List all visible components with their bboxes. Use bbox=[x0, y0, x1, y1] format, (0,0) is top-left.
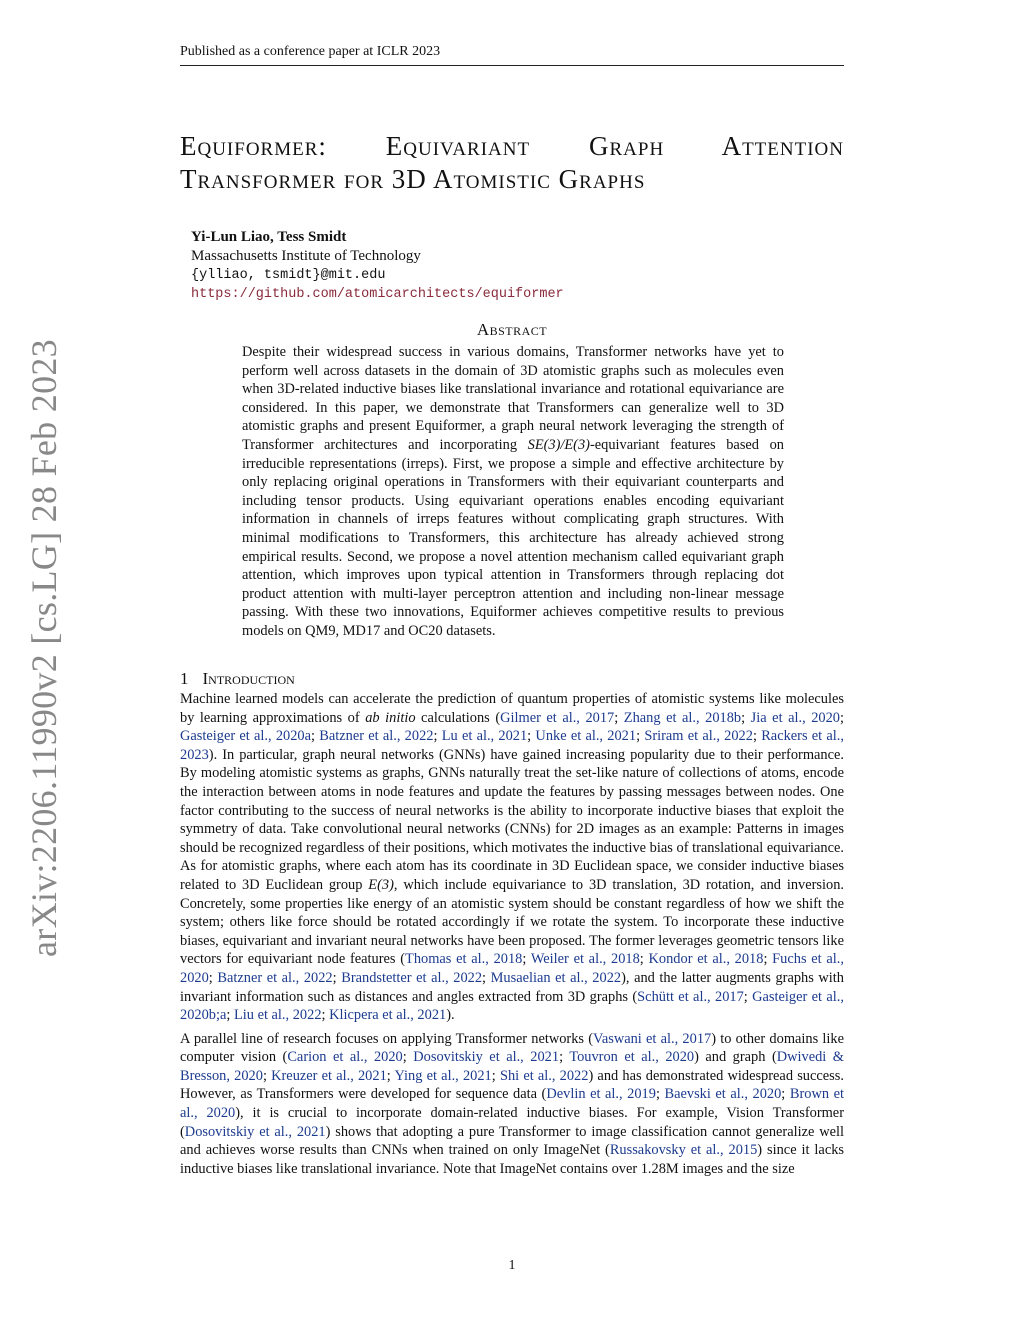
text-run: ) and graph ( bbox=[694, 1049, 777, 1066]
author-email: {ylliao, tsmidt}@mit.edu bbox=[191, 268, 386, 283]
intro-paragraph-1: Machine learned models can accelerate the prediction of quantum properties of atomistic systems like molecules by learning approximations of ab initio calculations (Gilmer et al., 2017; Zhang et al., 2018b; Jia et al., 2020; Gasteiger et al., 2020a; Batzner et al., 2022; Lu et al., 2021; Unke et al., 2021; Sriram et al., 2022; Rackers et al., 2023). In particular, graph neural networks (GNNs) have gained increasing popularity due to their performance. By modeling atomistic systems as graphs, GNNs naturally treat the set-like nature of collections of atoms, encode the interaction between atoms in node features and update the features by passing messages between nodes. One factor contributing to the success of neural networks is the ability to incorporate inductive biases that exploit the symmetry of data. Take convolutional neural networks (CNNs) for 2D images as an example: Patterns in images should be recognized regardless of their positions, which motivates the inductive bias of translational equivariance. As for atomistic graphs, where each atom has its coordinate in 3D Euclidean space, we consider inductive biases related to 3D Euclidean group E(3), which include equivariance to 3D translation, 3D rotation, and inversion. Concretely, some properties like energy of an atomistic system should be constant regardless of how we shift the system; others like force should be rotated accordingly if we rotate the system. To incorporate these inductive biases, equivariant and invariant neural networks have been proposed. The former leverages geometric tensors like vectors for equivariant node features (Thomas et al., 2018; Weiler et al., 2018; Kondor et al., 2018; Fuchs et al., 2020; Batzner et al., 2022; Brandstetter et al., 2022; Musaelian et al., 2022), and the latter augments graphs with invariant information such as distances and angles extracted from 3D graphs (Schütt et al., 2017; Gasteiger et al., 2020b;a; Liu et al., 2022; Klicpera et al., 2021). bbox=[180, 691, 845, 1024]
citation-link[interactable]: Fuchs et al., 2020 bbox=[180, 951, 844, 986]
citation-link[interactable]: Gasteiger et al., 2020a bbox=[180, 728, 311, 745]
text-run: ) shows that adopting a pure Transformer to image classification cannot generalize well and achieves worse results than CNNs when trained on only ImageNet ( bbox=[180, 1123, 844, 1159]
citation-link[interactable]: Carion et al., 2020 bbox=[287, 1049, 403, 1066]
text-run: ). In particular, graph neural networks (GNNs) have gained increasing popularity due to their performance. By modeling atomistic systems as graphs, GNNs naturally treat the set-like nature of collections of atoms, encode the interaction between atoms in node features and update the features by passing messages between nodes. One factor contributing to the success of neural networks is the ability to incorporate inductive biases that exploit the symmetry of data. Take convolutional neural networks (CNNs) for 2D images as an example: Patterns in images should be recognized regardless of their positions, which motivates the inductive bias of translational equivariance. As for atomistic graphs, where each atom has its coordinate in 3D Euclidean space, we consider inductive biases related to 3D Euclidean group bbox=[180, 746, 844, 893]
arxiv-stamp bbox=[22, 339, 66, 957]
text-run: ), it is crucial to incorporate domain-related inductive biases. For example, Vision Transformer ( bbox=[180, 1105, 844, 1140]
citation-link[interactable]: Shi et al., 2022 bbox=[499, 1067, 589, 1084]
text-run: ) since it lacks inductive biases like translational invariance. Note that ImageNet contains over 1.28M images and the size bbox=[180, 1142, 844, 1177]
title-line-2: Transformer for 3D Atomistic Graphs bbox=[180, 164, 646, 194]
citation-link[interactable]: Zhang et al., 2018b bbox=[623, 709, 742, 726]
intro-paragraph-2: A parallel line of research focuses on applying Transformer networks (Vaswani et al., 2017) to other domains like computer vision (Carion et al., 2020; Dosovitskiy et al., 2021; Touvron et al., 2020) and graph (Dwivedi & Bresson, 2020; Kreuzer et al., 2021; Ying et al., 2021; Shi et al., 2022) and has demonstrated widespread success. However, as Transformers were developed for sequence data (Devlin et al., 2019; Baevski et al., 2020; Brown et al., 2020), it is crucial to incorporate domain-related inductive biases. For example, Vision Transformer (Dosovitskiy et al., 2021) shows that adopting a pure Transformer to image classification cannot generalize well and achieves worse results than CNNs when trained on only ImageNet (Russakovsky et al., 2015) since it lacks inductive biases like translational invariance. Note that ImageNet contains over 1.28M images and the size bbox=[180, 1030, 844, 1177]
citation-link[interactable]: Klicpera et al., 2021 bbox=[329, 1007, 447, 1024]
page-number: 1 bbox=[508, 1258, 516, 1273]
text-run: ). bbox=[446, 1007, 455, 1024]
citation-link[interactable]: Jia et al., 2020 bbox=[750, 709, 840, 726]
italic-ab-initio: ab initio bbox=[365, 709, 416, 726]
author-block bbox=[191, 228, 564, 304]
citation-link[interactable]: Musaelian et al., 2022 bbox=[490, 969, 622, 986]
abstract-heading: Abstract bbox=[476, 320, 548, 339]
abstract-math-se3-e3: SE(3)/E(3) bbox=[527, 436, 590, 453]
citation-link[interactable]: Gilmer et al., 2017 bbox=[500, 709, 615, 726]
title-line-1: Equiformer: Equivariant Graph Attention bbox=[180, 131, 844, 161]
text-run: ) to other domains like computer vision ( bbox=[180, 1030, 844, 1066]
citation-link[interactable]: Liu et al., 2022 bbox=[233, 1007, 322, 1024]
section-title: Introduction bbox=[202, 669, 295, 688]
citation-link[interactable]: Vaswani et al., 2017 bbox=[593, 1030, 712, 1047]
code-url-link[interactable]: https://github.com/atomicarchitects/equiformer bbox=[191, 287, 564, 302]
citation-link[interactable]: Batzner et al., 2022 bbox=[217, 969, 333, 986]
author-names: Yi-Lun Liao, Tess Smidt bbox=[191, 229, 347, 245]
citation-link[interactable]: Thomas et al., 2018 bbox=[405, 951, 523, 968]
citation-link[interactable]: Russakovsky et al., 2015 bbox=[609, 1142, 758, 1159]
text-run: ), and the latter augments graphs with invariant information such as distances and angles extracted from 3D graphs ( bbox=[180, 969, 844, 1005]
text-run: ) and has demonstrated widespread success. However, as Transformers were developed for sequence data ( bbox=[180, 1067, 844, 1103]
introduction-body bbox=[180, 690, 844, 1183]
citation-link[interactable]: Schütt et al., 2017 bbox=[637, 988, 744, 1005]
text-run: , which include equivariance to 3D translation, 3D rotation, and inversion. Concretely, some properties like energy of an atomistic system should be constant regardless of how we shift the system; others like force should be rotated accordingly if we rotate the system. To incorporate these inductive biases, equivariant and invariant neural networks have been proposed. The former leverages geometric tensors like vectors for equivariant node features ( bbox=[180, 876, 845, 968]
abstract-text bbox=[242, 343, 784, 641]
citation-link[interactable]: Rackers et al., 2023 bbox=[180, 728, 844, 763]
citation-link[interactable]: Ying et al., 2021 bbox=[394, 1067, 492, 1084]
citation-link[interactable]: Sriram et al., 2022 bbox=[644, 728, 753, 745]
text-run: Machine learned models can accelerate the prediction of quantum properties of atomistic systems like molecules by learning approximations of bbox=[180, 691, 844, 726]
section-number: 1 bbox=[180, 669, 189, 688]
running-header: Published as a conference paper at ICLR 2023 bbox=[180, 44, 844, 66]
math-e3: E(3) bbox=[368, 876, 394, 893]
author-affiliation: Massachusetts Institute of Technology bbox=[191, 248, 421, 264]
section-heading-introduction bbox=[180, 669, 295, 689]
paper-title bbox=[180, 130, 844, 196]
citation-link[interactable]: Dwivedi & Bresson, 2020 bbox=[180, 1049, 844, 1084]
citation-link[interactable]: Touvron et al., 2020 bbox=[569, 1049, 695, 1066]
abstract-part-2: -equivariant features based on irreducible representations (irreps). First, we propose a simple and effective architecture by only replacing original operations in Transformers with their equivariant counterparts and including tensor products. Using equivariant operations enables encoding equivariant information in channels of irreps features without complicating graph structures. With minimal modifications to Transformers, this architecture has already achieved strong empirical results. Second, we propose a novel attention mechanism called equivariant graph attention, which improves upon typical attention in Transformers through replacing dot product attention with multi-layer perceptron attention and including non-linear message passing. With these two innovations, Equiformer achieves competitive results to previous models on QM9, MD17 and OC20 datasets. bbox=[242, 436, 784, 639]
citation-link[interactable]: Gasteiger et al., 2020b;a bbox=[180, 988, 844, 1024]
text-run: A parallel line of research focuses on applying Transformer networks ( bbox=[180, 1030, 594, 1047]
citation-link[interactable]: Baevski et al., 2020 bbox=[664, 1086, 782, 1103]
citation-link[interactable]: Kondor et al., 2018 bbox=[648, 951, 764, 968]
citation-link[interactable]: Kreuzer et al., 2021 bbox=[271, 1067, 387, 1084]
citation-link[interactable]: Brandstetter et al., 2022 bbox=[341, 969, 483, 986]
arxiv-stamp-text: arXiv:2206.11990v2 [cs.LG] 28 Feb 2023 bbox=[24, 339, 64, 957]
abstract-part-1: Despite their widespread success in various domains, Transformer networks have yet to perform well across datasets in the domain of 3D atomistic graphs such as molecules even when 3D-related inductive biases like translational invariance and rotational equivariance are considered. In this paper, we demonstrate that Transformers can generalize well to 3D atomistic graphs and present Equiformer, a graph neural network leveraging the strength of Transformer architectures and incorporating bbox=[242, 344, 784, 453]
citation-link[interactable]: Dosovitskiy et al., 2021 bbox=[184, 1123, 326, 1140]
citation-link[interactable]: Unke et al., 2021 bbox=[535, 728, 637, 745]
citation-link[interactable]: Dosovitskiy et al., 2021 bbox=[413, 1049, 560, 1066]
citation-link[interactable]: Brown et al., 2020 bbox=[180, 1086, 844, 1122]
citation-link[interactable]: Batzner et al., 2022 bbox=[319, 728, 434, 745]
citation-link[interactable]: Weiler et al., 2018 bbox=[530, 951, 640, 968]
citation-link[interactable]: Lu et al., 2021 bbox=[441, 728, 528, 745]
citation-link[interactable]: Devlin et al., 2019 bbox=[546, 1086, 656, 1103]
text-run: calculations ( bbox=[415, 709, 501, 726]
